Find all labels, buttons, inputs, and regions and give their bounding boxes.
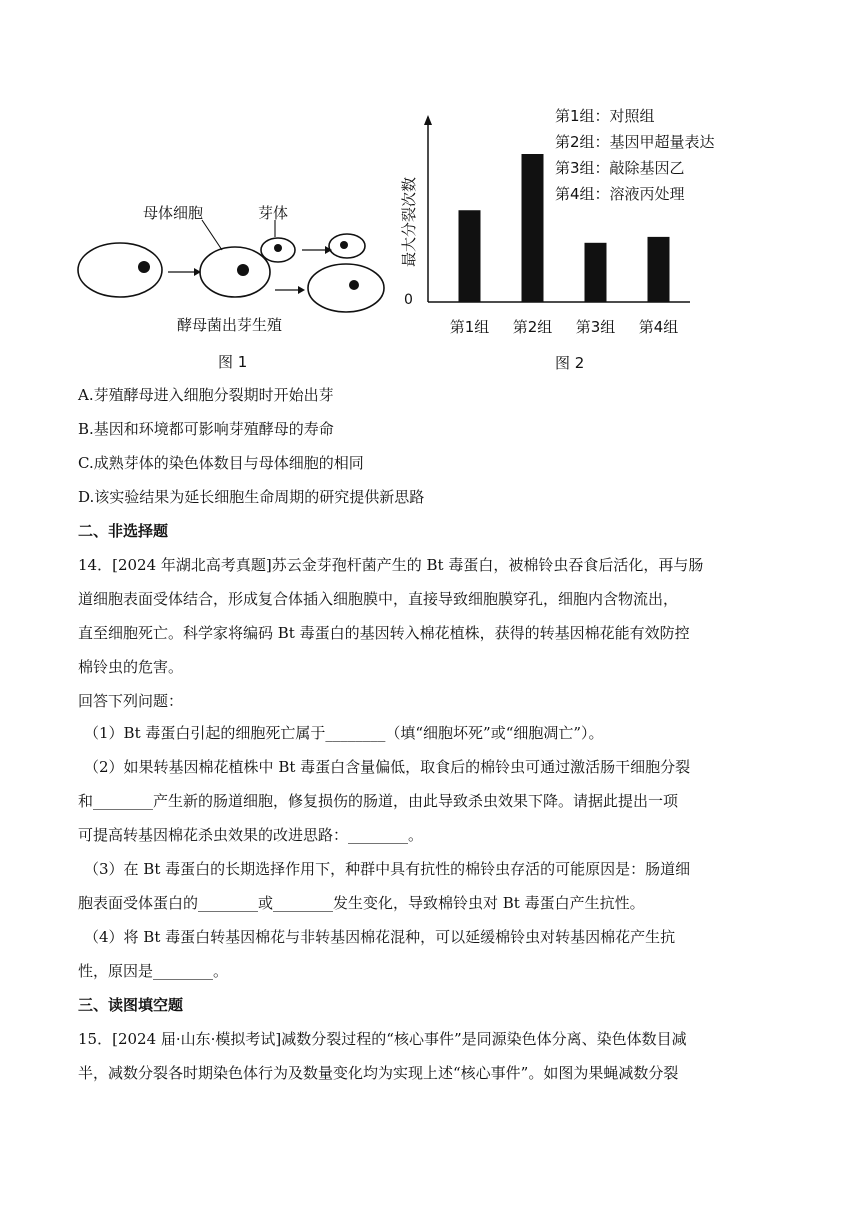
x-tick-label: 第1组 <box>449 318 490 336</box>
q14-sub2-line: 可提高转基因棉花杀虫效果的改进思路：________。 <box>78 826 424 844</box>
option-d: D.该实验结果为延长细胞生命周期的研究提供新思路 <box>78 488 425 506</box>
q14-line: 14．[2024 年湖北高考真题]苏云金芽孢杆菌产生的 Bt 毒蛋白，被棉铃虫吞食后活化，再与肠 <box>78 556 704 574</box>
arrow-3-head <box>298 286 305 294</box>
y-tick-label: 0 <box>404 292 413 308</box>
label-mother-cell: 母体细胞 <box>143 204 204 222</box>
x-tick-label: 第2组 <box>512 318 553 336</box>
q14-sub3-line: （3）在 Bt 毒蛋白的长期选择作用下，种群中具有抗性的棉铃虫存活的可能原因是：肠道细 <box>84 860 691 878</box>
label-bud: 芽体 <box>258 204 289 222</box>
q15-line: 15．[2024 届·山东·模拟考试]减数分裂过程的“核心事件”是同源染色体分离、染色体数目减 <box>78 1030 687 1048</box>
x-tick-label: 第3组 <box>575 318 616 336</box>
mother-cell-after <box>308 264 384 312</box>
nucleus-dot <box>349 280 359 290</box>
bar <box>459 210 481 302</box>
q14-prompt: 回答下列问题： <box>78 692 184 710</box>
legend-entry: 第2组：基因甲超量表达 <box>555 133 715 151</box>
q14-sub2-line: 和________产生新的肠道细胞，修复损伤的肠道，由此导致杀虫效果下降。请据此提出一项 <box>78 792 679 810</box>
chart-legend <box>555 107 715 203</box>
bud-nucleus <box>274 244 282 252</box>
q14-sub3-line: 胞表面受体蛋白的________或________发生变化，导致棉铃虫对 Bt 毒蛋白产生抗性。 <box>78 894 645 912</box>
section-heading-2: 二、非选择题 <box>78 522 169 540</box>
q15-line: 半，减数分裂各时期染色体行为及数量变化均为实现上述“核心事件”。如图为果蝇减数分裂 <box>78 1064 679 1082</box>
q14-sub4-line: （4）将 Bt 毒蛋白转基因棉花与非转基因棉花混种，可以延缓棉铃虫对转基因棉花产生抗 <box>84 928 676 946</box>
figure-2-caption: 图 2 <box>555 354 585 372</box>
figure-1-title: 酵母菌出芽生殖 <box>177 316 283 334</box>
bar <box>648 237 670 302</box>
nucleus-dot <box>237 264 249 276</box>
section-heading-3: 三、读图填空题 <box>78 996 184 1014</box>
option-a: A.芽殖酵母进入细胞分裂期时开始出芽 <box>78 386 334 404</box>
y-axis-label: 最大分裂次数 <box>400 176 418 267</box>
mother-cell-shape <box>78 243 162 297</box>
q14-line: 道细胞表面受体结合，形成复合体插入细胞膜中，直接导致细胞膜穿孔，细胞内含物流出， <box>78 590 679 608</box>
q14-line: 直至细胞死亡。科学家将编码 Bt 毒蛋白的基因转入棉花植株，获得的转基因棉花能有效防控 <box>78 624 690 642</box>
nucleus-dot <box>138 261 150 273</box>
q14-line: 棉铃虫的危害。 <box>78 658 184 676</box>
figure-1-caption: 图 1 <box>218 353 248 371</box>
figure-2 <box>390 95 790 380</box>
q14-sub1: （1）Bt 毒蛋白引起的细胞死亡属于________（填“细胞坏死”或“细胞凋亡”）。 <box>84 724 604 742</box>
x-tick-label: 第4组 <box>638 318 679 336</box>
legend-entry: 第3组：敲除基因乙 <box>555 159 685 177</box>
bud-nucleus <box>340 241 348 249</box>
figure-1 <box>70 190 410 380</box>
y-axis-arrow <box>424 115 432 125</box>
bar <box>522 154 544 302</box>
mother-cell-budding <box>200 247 270 297</box>
q14-sub2-line: （2）如果转基因棉花植株中 Bt 毒蛋白含量偏低，取食后的棉铃虫可通过激活肠干细胞分裂 <box>84 758 691 776</box>
option-b: B.基因和环境都可影响芽殖酵母的寿命 <box>78 420 334 438</box>
option-c: C.成熟芽体的染色体数目与母体细胞的相同 <box>78 454 364 472</box>
bar-chart <box>390 95 790 380</box>
leader-mother <box>202 220 222 250</box>
legend-entry: 第4组：溶液丙处理 <box>555 185 685 203</box>
budding-diagram <box>70 190 410 380</box>
q14-sub4-line: 性，原因是________。 <box>78 962 229 980</box>
legend-entry: 第1组：对照组 <box>555 107 655 125</box>
chart-x-labels <box>450 318 679 336</box>
bar <box>585 243 607 302</box>
